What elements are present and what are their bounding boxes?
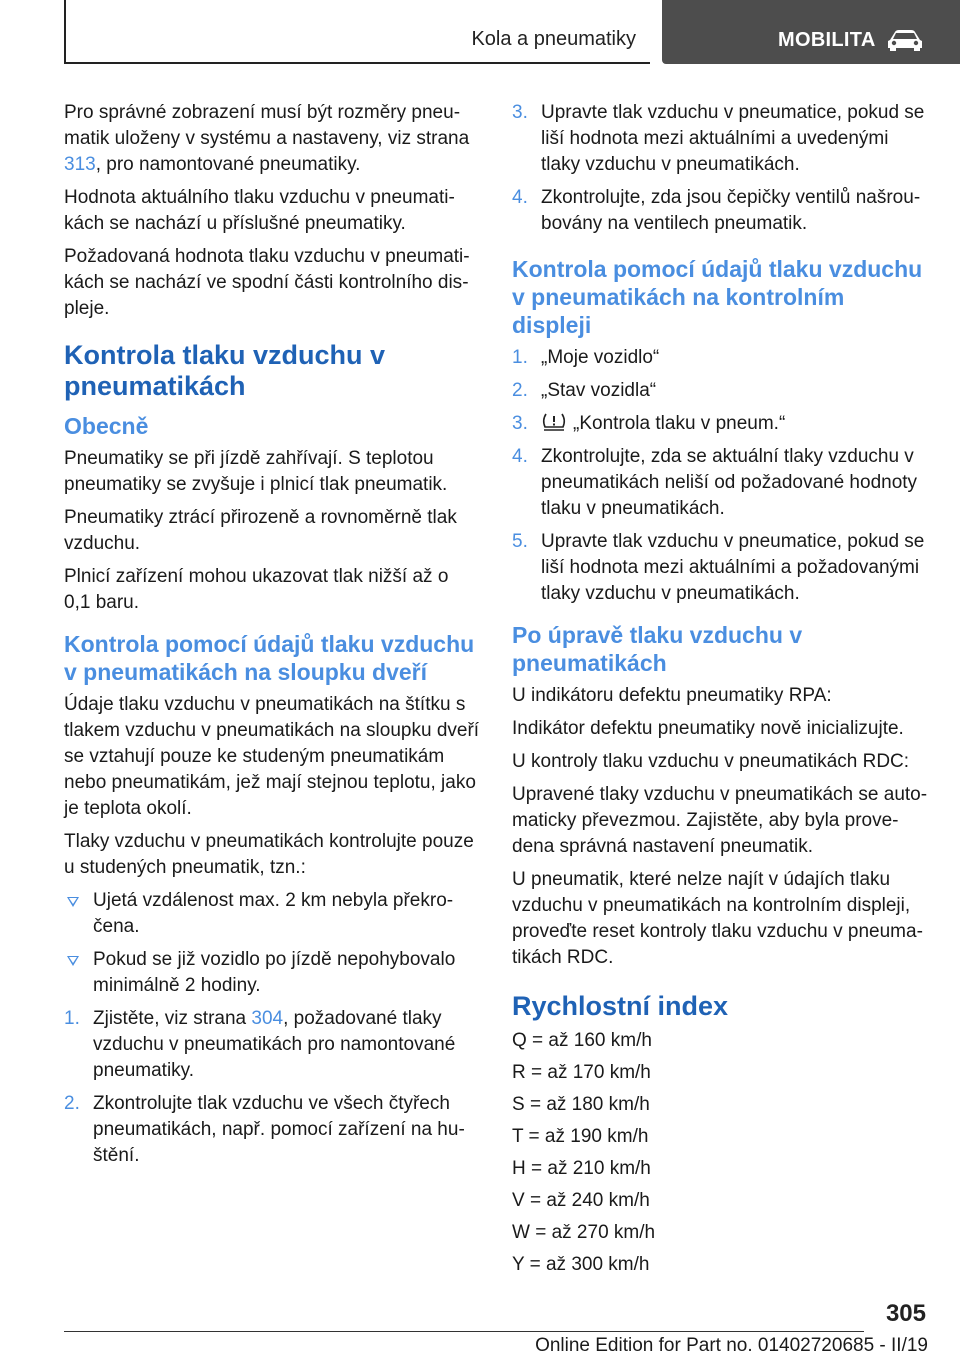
step-item [512,529,928,607]
header-left-rule [64,0,66,64]
section-title: MOBILITA [778,29,876,51]
speed-index-item: Q = až 160 km/h [512,1030,652,1051]
step-text: Zkontrolujte, zda se aktuální tlaky vzduchu v pneumatikách neliší od požadované hodnoty tlaku v pneumatikách. [541,446,918,519]
heading-tire-pressure-check: Kontrola tlaku vzduchu v pneumatikách [64,340,386,401]
footer-edition: Online Edition for Part no. 01402720685 - II/19 [535,1335,928,1356]
right-column [512,100,928,1284]
current-pressure-paragraph: Hodnota aktuálního tlaku vzduchu v pneumatikách se nachází u příslušné pneumatiky. [64,187,455,234]
speed-index-item: V = až 240 km/h [512,1190,650,1211]
door-paragraph-1: Údaje tlaku vzduchu v pneumatikách na štítku s tlakem vzduchu v pneumatikách na sloupku dveří se vztahují pouze ke studeným pneumatikám nebo pneumatikám, jež mají stejnou teplotu, jako je teplota okolí. [64,694,480,819]
step-text: Zkontrolujte tlak vzduchu ve všech čtyřech pneumatikách, např. pomocí zařízení na huštění. [93,1093,465,1166]
step-item [512,345,928,371]
left-column [64,100,480,1176]
after-paragraph-1: U indikátoru defektu pneumatiky RPA: [512,685,832,706]
step-item [512,411,928,437]
chapter-title: Kola a pneumatiky [471,28,636,50]
bullet-text: Pokud se již vozidlo po jízdě nepohybovalo minimálně 2 hodiny. [93,949,456,996]
general-paragraph-1: Pneumatiky se při jízdě zahřívají. S teplotou pneumatiky se zvyšuje i plnicí tlak pneumatik. [64,448,448,495]
speed-index-item: R = až 170 km/h [512,1062,651,1083]
step-item [512,185,928,237]
heading-door-pillar: Kontrola pomocí údajů tlaku vzduchu v pneumatikách na sloupku dveří [64,631,475,685]
speed-index-item: Y = až 300 km/h [512,1254,650,1275]
bullet-item [64,947,480,999]
intro-text-end: , pro namontované pneumatiky. [95,154,361,175]
intro-paragraph [64,100,480,178]
header-bottom-rule [64,62,650,64]
car-icon [886,28,924,52]
door-paragraph-2: Tlaky vzduchu v pneumatikách kontrolujte pouze u studených pneumatik, tzn.: [64,831,474,878]
step-number: 3. [512,413,528,434]
page-link-313[interactable]: 313 [64,154,96,175]
step-text: Upravte tlak vzduchu v pneumatice, pokud se liší hodnota mezi aktuálními a uvedenými tlaky vzduchu v pneumatikách. [541,102,925,175]
bullet-text: Ujetá vzdálenost max. 2 km nebyla překročena. [93,890,454,937]
speed-index-list [512,1028,928,1278]
step-number: 4. [512,187,528,208]
heading-speed-index: Rychlostní index [512,991,729,1021]
step-text: Upravte tlak vzduchu v pneumatice, pokud se liší hodnota mezi aktuálními a požadovanými tlaky vzduchu v pneumatikách. [541,531,925,604]
step-text-end: , požadované tlaky vzduchu v pneumatikách pro namontované pneumatiky. [93,1008,456,1081]
step-item [64,1006,480,1084]
speed-index-item: S = až 180 km/h [512,1094,650,1115]
menu-path-text: „Kontrola tlaku v pneum.“ [573,413,786,434]
menu-path-text: „Stav vozidla“ [541,380,657,401]
step-text: Zjistěte, viz strana [93,1008,252,1029]
general-paragraph-2: Pneumatiky ztrácí přirozeně a rovnoměrně tlak vzduchu. [64,507,457,554]
page-number: 305 [885,1300,926,1327]
heading-after-adjustment: Po úpravě tlaku vzduchu v pneumatikách [512,622,803,676]
menu-path-text: „Moje vozidlo“ [541,347,660,368]
step-number: 5. [512,531,528,552]
step-item [512,378,928,404]
step-number: 2. [64,1093,80,1114]
step-item [64,1091,480,1169]
after-paragraph-4: Upravené tlaky vzduchu v pneumatikách se automaticky převezmou. Zajistěte, aby byla provedena správná nastavení pneumatik. [512,784,928,857]
step-number: 1. [512,347,528,368]
after-paragraph-2: Indikátor defektu pneumatiky nově inicializujte. [512,718,904,739]
general-paragraph-3: Plnicí zařízení mohou ukazovat tlak nižší až o 0,1 baru. [64,566,449,613]
tire-pressure-warning-icon [541,412,567,432]
speed-index-item: W = až 270 km/h [512,1222,656,1243]
after-paragraph-3: U kontroly tlaku vzduchu v pneumatikách RDC: [512,751,910,772]
heading-control-display: Kontrola pomocí údajů tlaku vzduchu v pneumatikách na kontrolním displeji [512,256,923,338]
step-number: 3. [512,102,528,123]
step-text: Zkontrolujte, zda jsou čepičky ventilů našroubovány na ventilech pneumatik. [541,187,921,234]
page-link-304[interactable]: 304 [251,1008,284,1029]
speed-index-item: H = až 210 km/h [512,1158,651,1179]
step-item [512,100,928,178]
step-item [512,444,928,522]
target-pressure-paragraph: Požadovaná hodnota tlaku vzduchu v pneumatikách se nachází ve spodní části kontrolního displeje. [64,246,470,319]
footer-rule [64,1331,864,1332]
triangle-bullet-icon [67,897,79,907]
after-paragraph-5: U pneumatik, které nelze najít v údajích tlaku vzduchu v pneumatikách na kontrolním displeji, proveďte reset kontroly tlaku vzduchu v pneumatikách RDC. [512,869,923,968]
step-number: 2. [512,380,528,401]
triangle-bullet-icon [67,956,79,966]
heading-general: Obecně [64,413,149,439]
step-number: 1. [64,1008,80,1029]
speed-index-item: T = až 190 km/h [512,1126,649,1147]
bullet-item [64,888,480,940]
step-number: 4. [512,446,528,467]
intro-text: Pro správné zobrazení musí být rozměry pneumatik uloženy v systému a nastaveny, viz strana [64,102,470,149]
